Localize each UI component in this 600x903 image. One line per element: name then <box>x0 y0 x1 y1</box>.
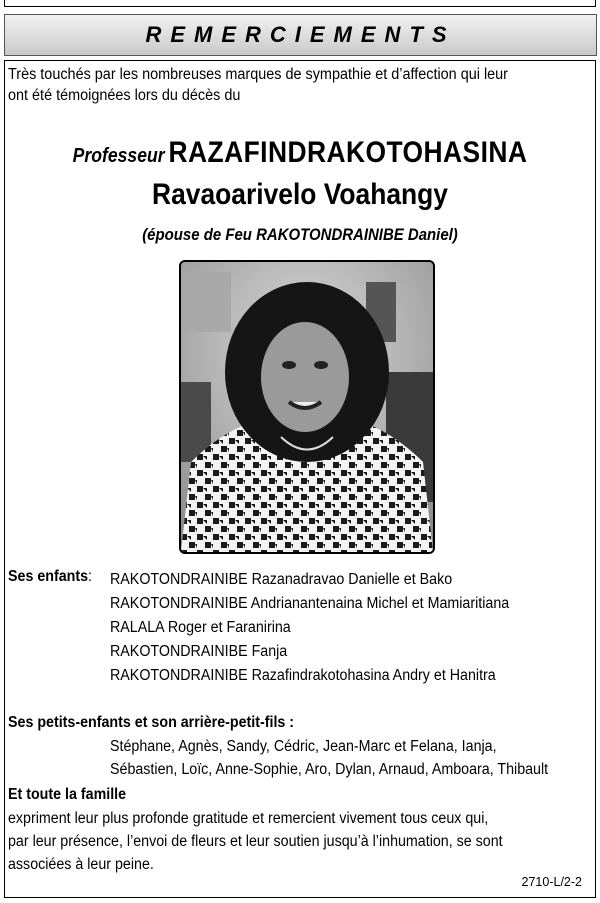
gratitude-paragraph <box>8 807 588 876</box>
child-item: RALALA Roger et Faranirina <box>110 619 291 636</box>
grandchildren-list <box>110 735 593 781</box>
child-item: RAKOTONDRAINIBE Fanja <box>110 643 288 660</box>
intro-line-1: Très touchés par les nombreuses marques de sympathie et d’affection qui leur <box>8 66 508 83</box>
banner-title: REMERCIEMENTS <box>145 22 456 47</box>
grandchildren-line-2: Sébastien, Loïc, Anne-Sophie, Aro, Dylan, Arnaud, Amboara, Thibault <box>110 761 549 778</box>
child-item: RAKOTONDRAINIBE Razafindrakotohasina Andry et Hanitra <box>110 667 496 684</box>
grandchildren-label: Ses petits-enfants et son arrière-petit-fils : <box>8 714 295 731</box>
children-label: Ses enfants <box>8 568 89 585</box>
children-separator: : <box>88 568 93 585</box>
gratitude-line-2: par leur présence, l’envoi de fleurs et leur soutien jusqu’à l’inhumation, se sont <box>8 833 503 850</box>
intro-line-2: ont été témoignées lors du décès du <box>8 87 241 104</box>
children-heading <box>8 566 92 588</box>
grandchildren-line-1: Stéphane, Agnès, Sandy, Cédric, Jean-Marc et Felana, Ianja, <box>110 738 497 755</box>
deceased-title: Professeur <box>72 145 165 167</box>
intro-paragraph <box>8 64 550 106</box>
portrait-photo <box>179 260 435 554</box>
header-banner <box>4 14 597 56</box>
gratitude-line-3: associées à leur peine. <box>8 856 154 873</box>
deceased-name-line <box>36 136 564 170</box>
grandchildren-heading <box>8 712 294 734</box>
children-list <box>110 568 509 688</box>
gratitude-line-1: expriment leur plus profonde gratitude et remercient vivement tous ceux qui, <box>8 810 489 827</box>
family-heading <box>8 784 126 806</box>
spouse-line: (épouse de Feu RAKOTONDRAINIBE Daniel) <box>142 225 458 244</box>
deceased-surname: RAZAFINDRAKOTOHASINA <box>168 136 528 169</box>
family-label: Et toute la famille <box>8 786 127 803</box>
notice-reference: 2710-L/2-2 <box>521 875 582 889</box>
child-item: RAKOTONDRAINIBE Andrianantenaina Michel et Mamiaritiana <box>110 595 510 612</box>
previous-notice-border <box>4 0 596 7</box>
child-item: RAKOTONDRAINIBE Razanadravao Danielle et Bako <box>110 571 453 588</box>
deceased-given-names: Ravaoarivelo Voahangy <box>152 178 448 211</box>
